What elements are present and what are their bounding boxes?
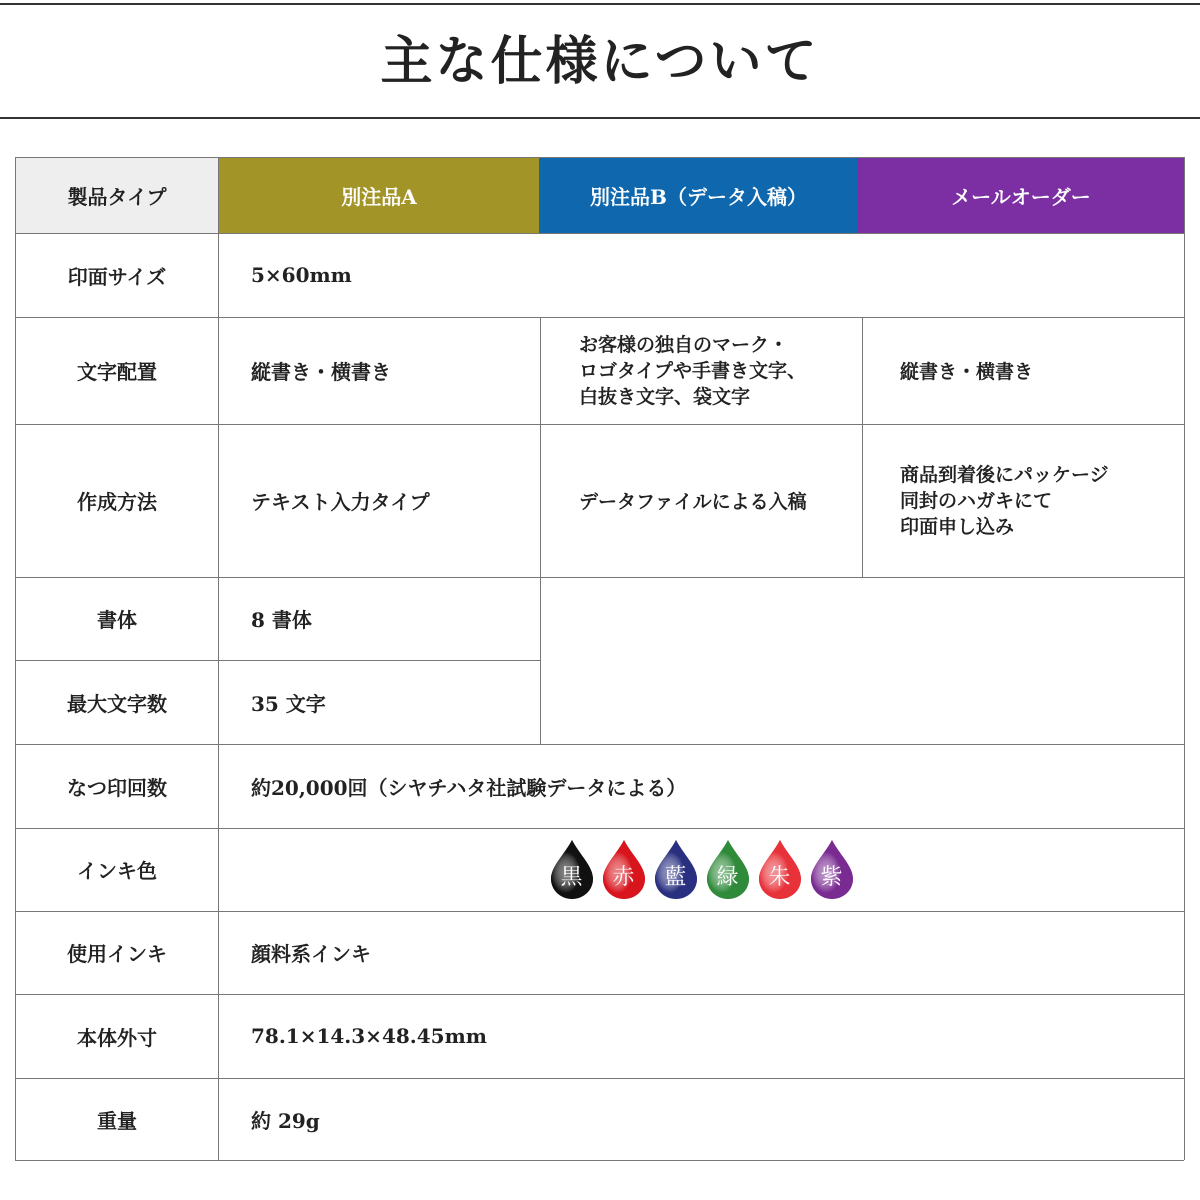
value-max-chars: 35 文字: [251, 691, 326, 716]
grid-line: [540, 317, 541, 744]
ink-drop-label: 紫: [820, 865, 843, 890]
header-type-b: 別注品B（データ入稿）: [539, 157, 858, 233]
top-rule: [0, 3, 1200, 5]
green-ink-drop-icon: [705, 838, 751, 900]
value-print-size: 5×60mm: [251, 263, 352, 287]
label-weight: 重量: [97, 1108, 137, 1133]
label-creation-method: 作成方法: [77, 490, 157, 514]
label-ink-color: インキ色: [77, 859, 157, 883]
ink-drop-label: 赤: [612, 865, 635, 890]
label-ink-type: 使用インキ: [67, 942, 167, 966]
label-body-dimensions: 本体外寸: [77, 1025, 157, 1050]
black-ink-drop-icon: [549, 838, 595, 900]
grid-line: [15, 911, 1184, 912]
ink-drop-label: 朱: [768, 865, 791, 890]
vermilion-ink-drop-icon: [757, 838, 803, 900]
grid-line: [1184, 157, 1185, 1160]
grid-line: [15, 157, 16, 1160]
value-stamp-count: 約20,000回（シヤチハタ社試験データによる）: [251, 775, 687, 800]
grid-line: [15, 157, 1184, 158]
grid-line: [218, 157, 219, 1160]
ink-drop-label: 藍: [664, 865, 687, 890]
value-weight: 約 29g: [251, 1108, 320, 1133]
label-print-size: 印面サイズ: [67, 264, 167, 289]
value-body-dimensions: 78.1×14.3×48.45mm: [251, 1024, 487, 1048]
method-c-line-1: 商品到着後にパッケージ: [900, 463, 1109, 486]
grid-line: [15, 1160, 1184, 1161]
label-text-layout: 文字配置: [77, 360, 157, 384]
layout-b-line-3: 白抜き文字、袋文字: [579, 385, 751, 408]
header-label-cell: 製品タイプ: [15, 157, 219, 233]
grid-line: [862, 317, 863, 577]
ink-color-swatches: [219, 828, 1184, 910]
title-rule: [0, 117, 1200, 119]
grid-line: [15, 660, 541, 661]
value-layout-a: 縦書き・横書き: [251, 360, 391, 384]
layout-b-line-2: ロゴタイプや手書き文字、: [579, 359, 807, 382]
label-typeface: 書体: [97, 608, 137, 632]
grid-line: [15, 1078, 1184, 1079]
grid-line: [15, 744, 1184, 745]
red-ink-drop-icon: [601, 838, 647, 900]
grid-line: [15, 577, 1184, 578]
value-layout-b: [541, 317, 862, 424]
grid-line: [15, 424, 1184, 425]
grid-line: [15, 233, 1184, 234]
ink-drop-label: 緑: [716, 865, 739, 890]
value-typeface: 8 書体: [251, 608, 312, 632]
purple-ink-drop-icon: [809, 838, 855, 900]
grid-line: [15, 828, 1184, 829]
header-type-c: メールオーダー: [858, 157, 1184, 233]
layout-b-line-1: お客様の独自のマーク・: [579, 333, 789, 356]
ink-drop-label: 黒: [560, 865, 583, 890]
value-ink-type: 顔料系インキ: [251, 942, 371, 966]
value-method-c: [862, 424, 1184, 577]
header-type-a: 別注品A: [219, 157, 539, 233]
value-layout-c: 縦書き・横書き: [900, 361, 1034, 383]
value-method-a: テキスト入力タイプ: [251, 490, 430, 514]
label-max-chars: 最大文字数: [67, 691, 167, 716]
page-title: 主な仕様について: [380, 31, 820, 92]
value-method-b: データファイルによる入稿: [579, 491, 807, 513]
method-c-line-3: 印面申し込み: [900, 515, 1015, 538]
indigo-ink-drop-icon: [653, 838, 699, 900]
grid-line: [15, 994, 1184, 995]
label-stamp-count: なつ印回数: [67, 775, 167, 800]
method-c-line-2: 同封のハガキにて: [900, 489, 1053, 512]
grid-line: [15, 317, 1184, 318]
